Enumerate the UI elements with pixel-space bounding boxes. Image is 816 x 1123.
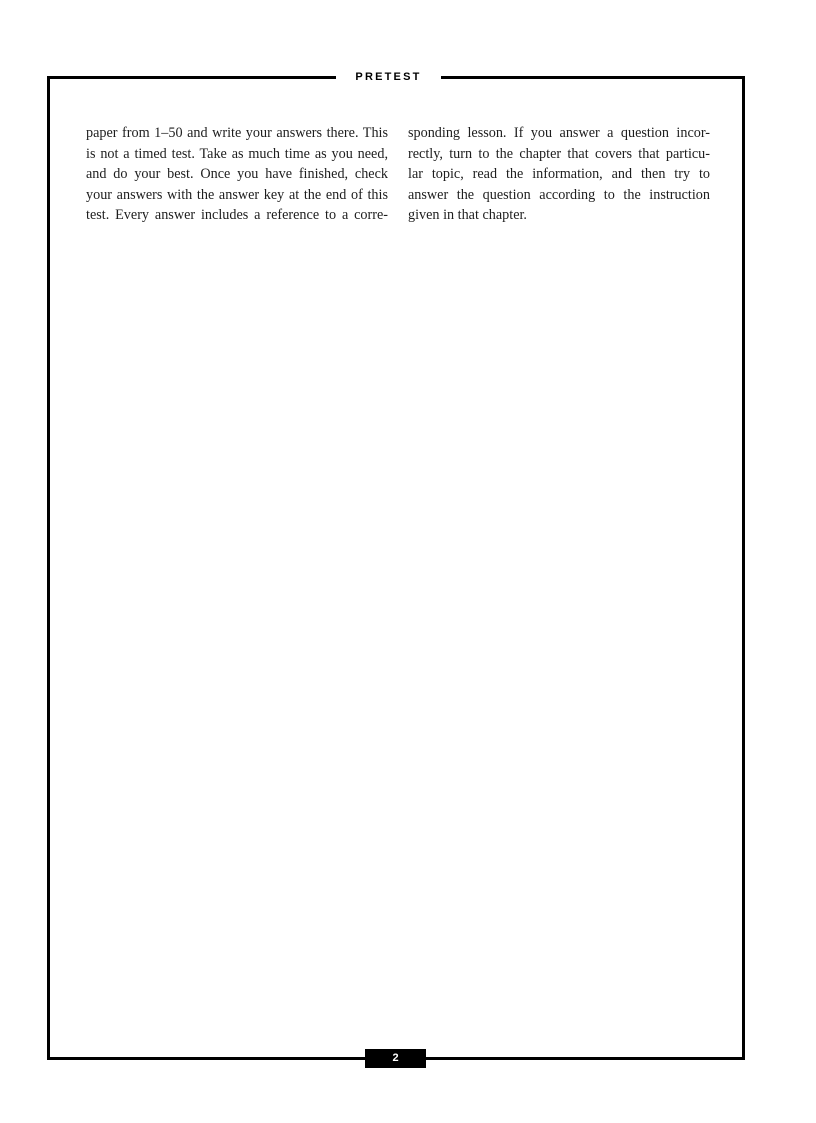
body-text-line: paper from 1–50 and write your answers there. This: [86, 125, 388, 141]
body-text-line: rectly, turn to the chapter that covers that particu-: [408, 145, 710, 162]
body-column-right: [408, 123, 710, 226]
body-text-line: answer the question according to the instruction: [408, 186, 710, 203]
body-text-line: sponding lesson. If you answer a question incor-: [408, 125, 710, 141]
frame-top-left-rule: [47, 76, 336, 79]
body-text-line: is not a timed test. Take as much time as you need,: [86, 145, 388, 162]
frame-right-rule: [742, 76, 745, 1060]
body-text-line: lar topic, read the information, and then try to: [408, 166, 710, 182]
frame-bottom-right-rule: [426, 1057, 745, 1060]
body-text-line: given in that chapter.: [408, 207, 527, 223]
page-number: 2: [365, 1049, 426, 1068]
frame-top-right-rule: [441, 76, 745, 79]
body-text-line: your answers with the answer key at the end of this: [86, 186, 388, 203]
body-text-line: test. Every answer includes a reference to a corre-: [86, 207, 388, 223]
running-header-title: PRETEST: [355, 71, 422, 83]
body-column-left: [86, 123, 388, 226]
frame-left-rule: [47, 76, 50, 1060]
body-text-line: and do your best. Once you have finished, check: [86, 166, 388, 182]
frame-bottom-left-rule: [47, 1057, 365, 1060]
